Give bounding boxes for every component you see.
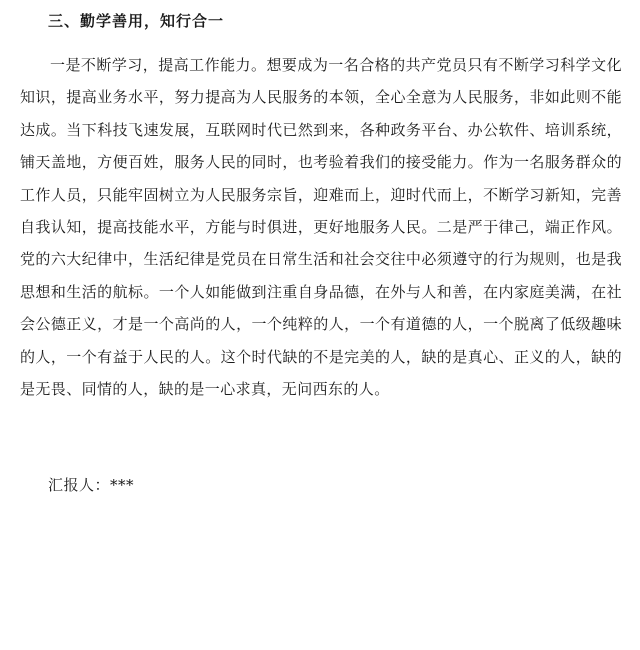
- body-paragraph: 一是不断学习，提高工作能力。想要成为一名合格的共产党员只有不断学习科学文化知识，提高业务水平，努力提高为人民服务的本领，全心全意为人民服务，非如此则不能达成。当下科技飞速发展，互联网时代已然到来，各种政务平台、办公软件、培训系统，铺天盖地，方便百姓，服务人民的同时，也考验着我们的接受能力。作为一名服务群众的工作人员，只能牢固树立为人民服务宗旨，迎难而上，迎时代而上，不断学习新知，完善自我认知，提高技能水平，方能与时俱进，更好地服务人民。二是严于律己，端正作风。党的六大纪律中，生活纪律是党员在日常生活和社会交往中必须遵守的行为规则，也是我思想和生活的航标。一个人如能做到注重自身品德，在外与人和善，在内家庭美满，在社会公德正义，才是一个高尚的人，一个纯粹的人，一个有道德的人，一个脱离了低级趣味的人，一个有益于人民的人。这个时代缺的不是完美的人，缺的是真心、正义的人，缺的是无畏、同情的人，缺的是一心求真，无问西东的人。: [20, 56, 622, 399]
- reporter-signature: 汇报人：***: [48, 476, 135, 494]
- section-heading: 三、勤学善用，知行合一: [48, 12, 225, 30]
